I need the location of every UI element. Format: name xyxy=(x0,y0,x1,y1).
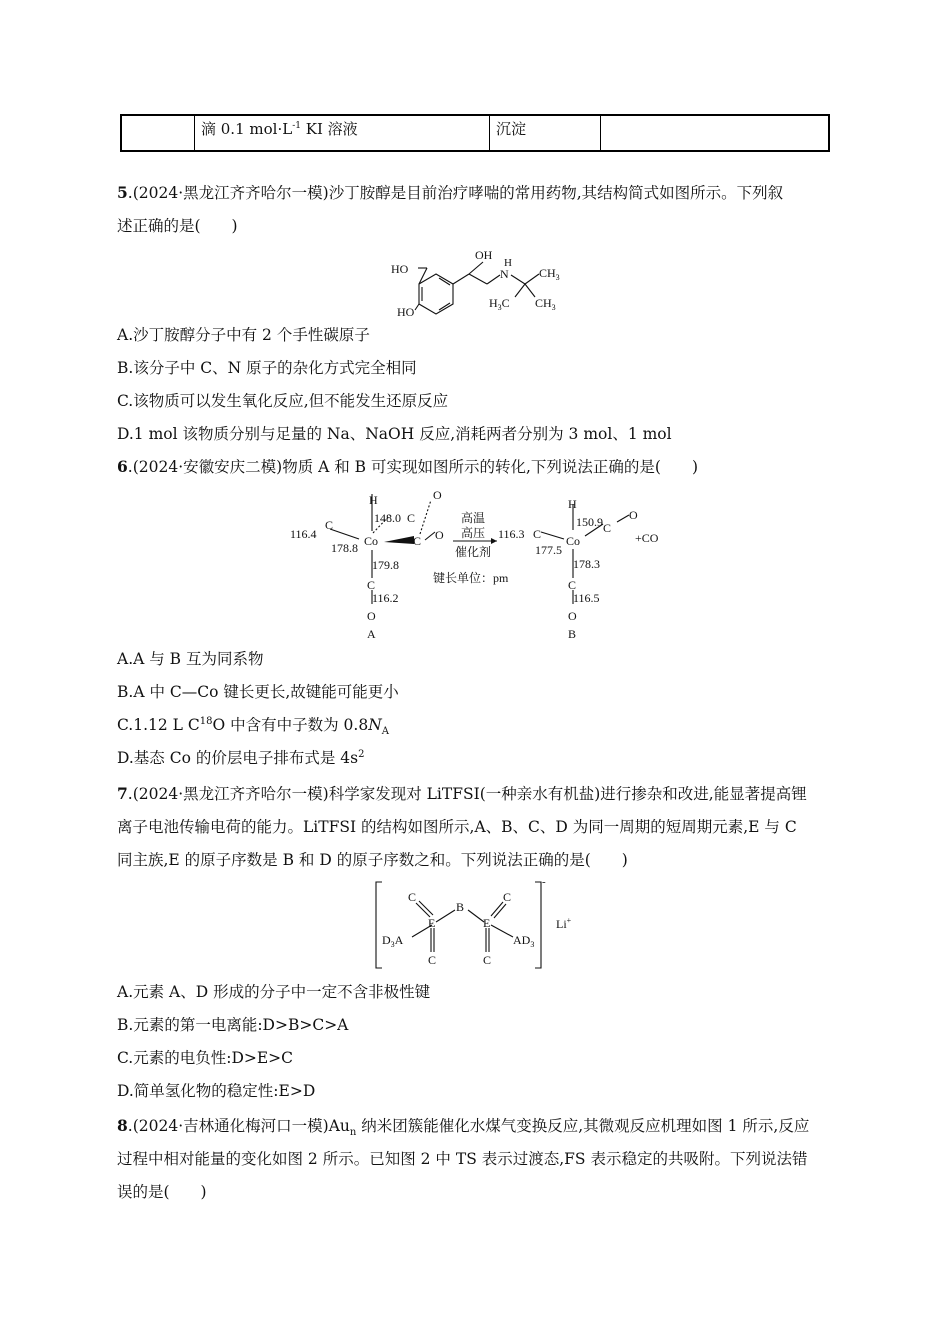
q6-option-b: B.A 中 C—Co 键长更长,故键能可能更小 xyxy=(117,683,399,701)
c-label: C xyxy=(483,953,492,967)
charge-minus: - xyxy=(542,876,546,888)
q6-option-d: D.基态 Co 的价层电子排布式是 $4s^2$ xyxy=(117,748,365,767)
o-label: O xyxy=(568,609,577,623)
c-label: C xyxy=(408,890,417,904)
q5-stem-line1: 5.(2024·黑龙江齐齐哈尔一模)沙丁胺醇是目前治疗哮喘的常用药物,其结构简式如图所示。下列叙 xyxy=(117,183,784,202)
salbutamol-structure xyxy=(385,244,570,326)
q5-option-d: D.1 mol 该物质分别与足量的 Na、NaOH 反应,消耗两者分别为 3 mol、1 mol xyxy=(117,425,672,443)
ho-label: HO xyxy=(397,305,415,319)
o-label: O xyxy=(433,488,442,502)
bond-length-label: 178.3 xyxy=(573,557,600,571)
q8-stem-line1: 8.(2024·吉林通化梅河口一模)$Au_n$ 纳米团簇能催化水煤气变换反应,其微观反应机理如图 1 所示,反应 xyxy=(117,1116,810,1139)
q5-stem-line2: 述正确的是( ) xyxy=(117,217,238,235)
c-label: C xyxy=(428,953,437,967)
q8-stem-line2: 过程中相对能量的变化如图 2 所示。已知图 2 中 TS 表示过渡态,FS 表示稳定的共吸附。下列说法错 xyxy=(117,1150,808,1168)
bond-length-label: 148.0 xyxy=(374,511,401,525)
e-label: E xyxy=(428,916,436,930)
c-label: C xyxy=(413,534,422,548)
structure-a-label: A xyxy=(367,627,376,641)
c-label: C xyxy=(603,521,612,535)
ch3-label: $CH_3$ xyxy=(535,296,556,312)
q5-option-b: B.该分子中 C、N 原子的杂化方式完全相同 xyxy=(117,359,417,377)
co-atom-label: Co xyxy=(566,534,581,548)
c-label: C xyxy=(568,578,577,592)
q8-stem-line3: 误的是( ) xyxy=(117,1183,207,1201)
q7-option-d: D.简单氢化物的稳定性:E>D xyxy=(117,1082,316,1100)
bond-length-label: 150.9 xyxy=(576,515,603,529)
b-label: B xyxy=(456,900,465,914)
table-cell-empty xyxy=(601,115,830,151)
q6-option-c: C.1.12 L $C^{18}O$ 中含有中子数为 $0.8N_A$ xyxy=(117,715,390,738)
oh-label: OH xyxy=(475,248,493,262)
bond-length-label: 116.4 xyxy=(290,527,317,541)
bond-length-label: 179.8 xyxy=(372,558,399,572)
table-cell-empty xyxy=(121,115,195,151)
h3c-label: $H_3C$ xyxy=(489,296,510,312)
plus-co-label: +CO xyxy=(635,531,659,545)
c-label: C xyxy=(367,578,376,592)
d3a-label: $D_3A$ xyxy=(382,933,404,949)
q5-option-c: C.该物质可以发生氧化反应,但不能发生还原反应 xyxy=(117,392,449,410)
ch3-label: $CH_3$ xyxy=(539,266,560,282)
q7-option-a: A.元素 A、D 形成的分子中一定不含非极性键 xyxy=(117,983,431,1001)
h-label: H xyxy=(369,493,378,507)
n-label: N xyxy=(500,267,509,281)
e-label: E xyxy=(483,916,491,930)
table-row xyxy=(121,115,829,151)
bond-length-label: 177.5 xyxy=(535,543,562,557)
bond-length-label: 116.2 xyxy=(372,591,399,605)
condition-label: 高温 xyxy=(461,511,486,525)
c-label: C xyxy=(533,527,542,541)
li-label: Li+ xyxy=(556,916,572,931)
ad3-label: $AD_3$ xyxy=(513,933,535,949)
co-atom-label: Co xyxy=(364,534,379,548)
bond-length-label: 116.5 xyxy=(573,591,600,605)
experiment-table xyxy=(120,114,830,152)
o-label: O xyxy=(367,609,376,623)
o-label: O xyxy=(435,528,444,542)
unit-label: 键长单位：pm xyxy=(433,571,509,585)
q5-option-a: A.沙丁胺醇分子中有 2 个手性碳原子 xyxy=(117,326,370,344)
condition-label: 高压 xyxy=(461,526,486,540)
c-label: C xyxy=(503,890,512,904)
condition-label: 催化剂 xyxy=(455,545,492,559)
q7-stem-line2: 离子电池传输电荷的能力。LiTFSI 的结构如图所示,A、B、C、D 为同一周期的短周期元素,E 与 C xyxy=(117,818,797,836)
h-label: H xyxy=(504,257,512,269)
bond-length-label: 178.8 xyxy=(331,541,358,555)
c-label: C xyxy=(407,511,416,525)
cobalt-complex-diagram xyxy=(285,484,680,644)
litfsi-structure xyxy=(372,876,587,974)
q6-option-a: A.A 与 B 互为同系物 xyxy=(117,650,264,668)
q7-stem-line3: 同主族,E 的原子序数是 B 和 D 的原子序数之和。下列说法正确的是( ) xyxy=(117,851,628,869)
structure-b-label: B xyxy=(568,627,577,641)
bond-length-label: 116.3 xyxy=(498,527,525,541)
q7-option-c: C.元素的电负性:D>E>C xyxy=(117,1049,294,1067)
ho-label: HO xyxy=(391,262,409,276)
table-cell-reagent: 滴 0.1 $mol\cdot L^{-1}$ KI 溶液 xyxy=(195,115,490,151)
reaction-arrow-head xyxy=(491,538,497,544)
table-cell-result: 沉淀 xyxy=(490,115,601,151)
h-label: H xyxy=(568,497,577,511)
o-label: O xyxy=(629,508,638,522)
q7-stem-line1: 7.(2024·黑龙江齐齐哈尔一模)科学家发现对 LiTFSI(一种亲水有机盐)进行掺杂和改进,能显著提高锂 xyxy=(117,784,807,803)
q7-option-b: B.元素的第一电离能:D>B>C>A xyxy=(117,1016,349,1034)
q6-stem-line1: 6.(2024·安徽安庆二模)物质 A 和 B 可实现如图所示的转化,下列说法正确的是( ) xyxy=(117,457,699,476)
c-label: C xyxy=(325,518,334,532)
